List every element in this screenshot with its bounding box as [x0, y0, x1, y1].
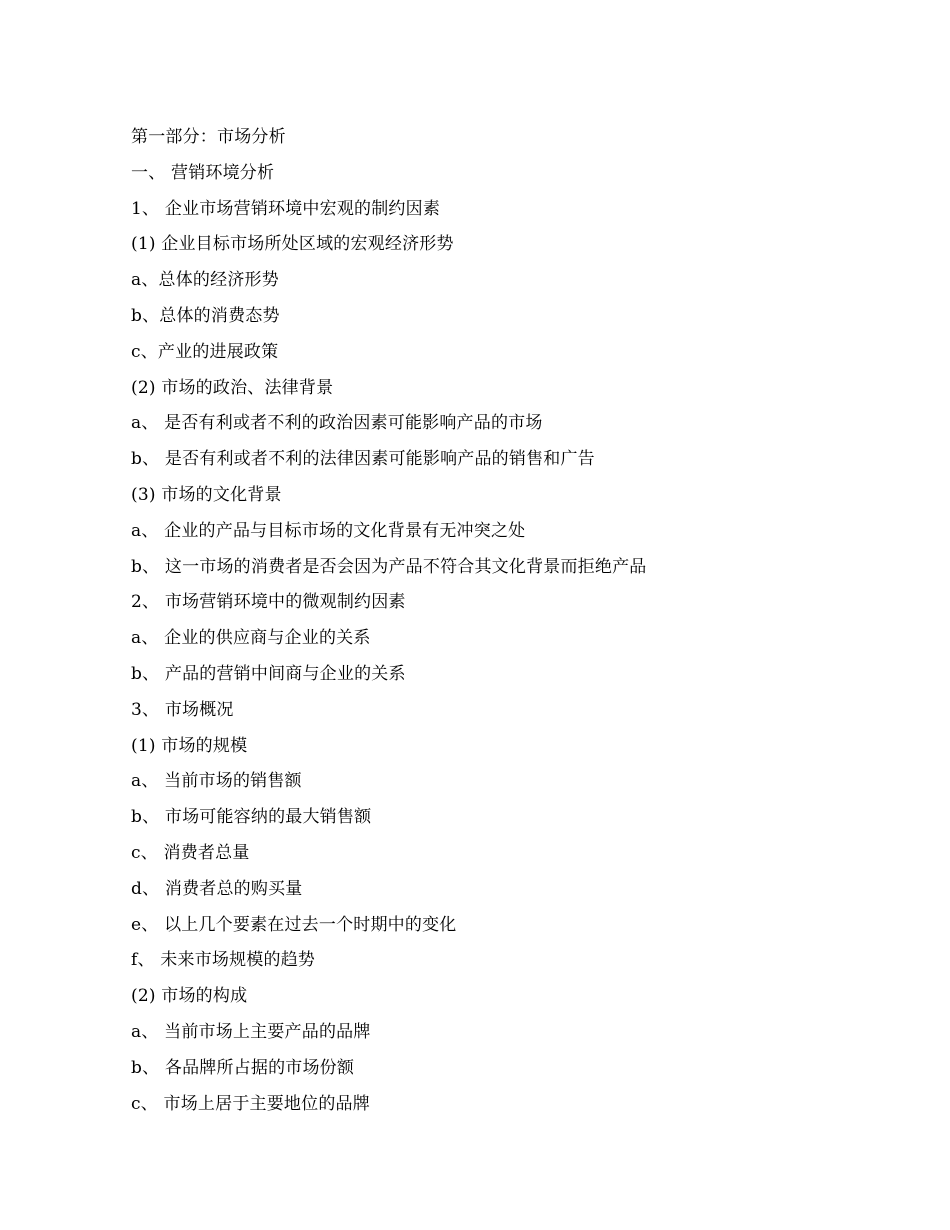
list-item: b、 产品的营销中间商与企业的关系	[131, 663, 406, 684]
list-item: a、 企业的产品与目标市场的文化背景有无冲突之处	[131, 520, 526, 541]
subheading-macro-factors: 1、 企业市场营销环境中宏观的制约因素	[131, 198, 441, 219]
list-item: f、 未来市场规模的趋势	[131, 950, 316, 971]
list-item: (1) 企业目标市场所处区域的宏观经济形势	[131, 234, 454, 255]
section-title: 第一部分：市场分析	[131, 127, 286, 147]
subheading-micro-factors: 2、 市场营销环境中的微观制约因素	[131, 592, 406, 613]
list-item: (2) 市场的构成	[131, 986, 248, 1007]
list-item: c、 市场上居于主要地位的品牌	[131, 1093, 370, 1114]
heading-marketing-environment: 一、 营销环境分析	[131, 162, 275, 183]
list-item: b、总体的消费态势	[131, 305, 280, 326]
subheading-market-overview: 3、 市场概况	[131, 699, 234, 720]
list-item: (2) 市场的政治、法律背景	[131, 377, 334, 398]
list-item: e、 以上几个要素在过去一个时期中的变化	[131, 914, 457, 935]
list-item: b、 市场可能容纳的最大销售额	[131, 807, 372, 828]
list-item: (3) 市场的文化背景	[131, 484, 282, 505]
list-item: a、 当前市场上主要产品的品牌	[131, 1021, 371, 1042]
list-item: a、总体的经济形势	[131, 270, 279, 291]
list-item: b、 各品牌所占据的市场份额	[131, 1057, 355, 1078]
list-item: c、产业的进展政策	[131, 341, 279, 362]
list-item: a、 当前市场的销售额	[131, 771, 302, 792]
document-body	[131, 124, 831, 1126]
list-item: b、 这一市场的消费者是否会因为产品不符合其文化背景而拒绝产品	[131, 556, 647, 577]
list-item: (1) 市场的规模	[131, 735, 248, 756]
list-item: c、 消费者总量	[131, 842, 250, 863]
list-item: d、 消费者总的购买量	[131, 878, 303, 899]
list-item: b、 是否有利或者不利的法律因素可能影响产品的销售和广告	[131, 449, 595, 470]
list-item: a、 企业的供应商与企业的关系	[131, 628, 371, 649]
list-item: a、 是否有利或者不利的政治因素可能影响产品的市场	[131, 413, 543, 434]
